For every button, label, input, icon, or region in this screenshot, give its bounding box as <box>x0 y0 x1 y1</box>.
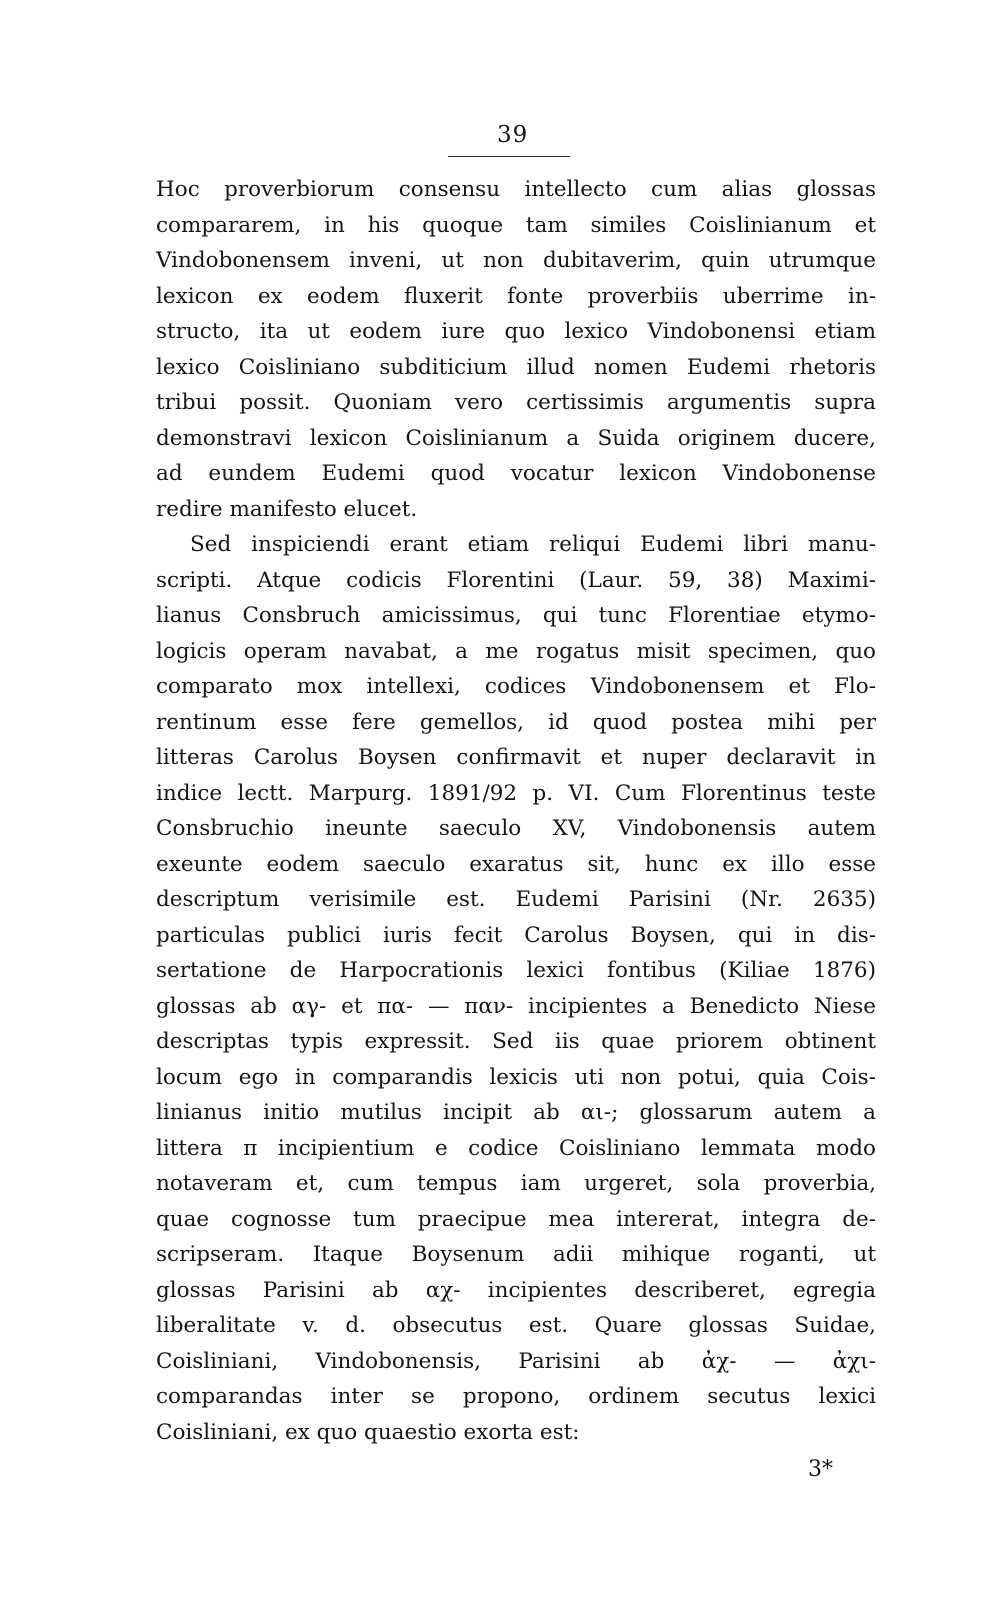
text-line: lexico Coisliniano subditicium illud nomen Eudemi rhetoris <box>156 354 876 380</box>
text-line: scripseram. Itaque Boysenum adii mihique roganti, ut <box>156 1242 876 1267</box>
text-line: lianus Consbruch amicissimus, qui tunc Florentiae etymo- <box>156 603 876 628</box>
text-line: liberalitate v. d. obsecutus est. Quare glossas Suidae, <box>156 1313 876 1338</box>
text-line: Vindobonensem inveni, ut non dubitaverim, quin utrumque <box>156 248 876 273</box>
text-line: indice lectt. Marpurg. 1891/92 p. VI. Cum Florentinus teste <box>156 780 876 806</box>
text-line: exeunte eodem saeculo exaratus sit, hunc ex illo esse <box>156 851 876 877</box>
page-number: 39 <box>497 122 529 148</box>
text-line: Consbruchio ineunte saeculo XV, Vindobonensis autem <box>156 816 876 841</box>
text-line: descriptas typis expressit. Sed iis quae priorem obtinent <box>156 1029 876 1054</box>
text-line: compararem, in his quoque tam similes Coislinianum et <box>156 212 876 238</box>
text-line: glossas ab αγ- et πα- — παν- incipientes a Benedicto Niese <box>156 993 876 1019</box>
text-line: particulas publici iuris fecit Carolus Boysen, qui in dis- <box>156 922 876 948</box>
text-line: structo, ita ut eodem iure quo lexico Vindobonensi etiam <box>156 319 876 344</box>
text-line: sertatione de Harpocrationis lexici fontibus (Kiliae 1876) <box>156 958 876 983</box>
text-line: Sed inspiciendi erant etiam reliqui Eudemi libri manu- <box>190 532 876 557</box>
text-line: Coisliniani, ex quo quaestio exorta est: <box>156 1419 580 1445</box>
text-line: tribui possit. Quoniam vero certissimis argumentis supra <box>156 390 876 415</box>
header-rule <box>448 156 570 157</box>
text-line: Coisliniani, Vindobonensis, Parisini ab ἀχ- — ἀχι- <box>156 1348 876 1374</box>
text-line: scripti. Atque codicis Florentini (Laur. 59, 38) Maximi- <box>156 567 876 593</box>
signature-mark: 3* <box>808 1457 833 1482</box>
text-line: logicis operam navabat, a me rogatus misit specimen, quo <box>156 638 876 664</box>
text-line: Hoc proverbiorum consensu intellecto cum alias glossas <box>156 177 876 202</box>
text-line: descriptum verisimile est. Eudemi Parisini (Nr. 2635) <box>156 887 876 912</box>
text-line: rentinum esse fere gemellos, id quod postea mihi per <box>156 709 876 735</box>
text-line: glossas Parisini ab αχ- incipientes describeret, egregia <box>156 1277 876 1303</box>
text-line: redire manifesto elucet. <box>156 496 418 522</box>
text-line: ad eundem Eudemi quod vocatur lexicon Vindobonense <box>156 461 876 486</box>
text-line: locum ego in comparandis lexicis uti non potui, quia Cois- <box>156 1064 876 1090</box>
text-line: comparandas inter se propono, ordinem secutus lexici <box>156 1384 876 1409</box>
text-line: littera π incipientium e codice Coisliniano lemmata modo <box>156 1135 876 1161</box>
text-line: litteras Carolus Boysen confirmavit et nuper declaravit in <box>156 745 876 770</box>
text-line: notaveram et, cum tempus iam urgeret, sola proverbia, <box>156 1171 876 1196</box>
text-line: comparato mox intellexi, codices Vindobonensem et Flo- <box>156 674 876 699</box>
body-text <box>156 172 876 1450</box>
text-line: lexicon ex eodem fluxerit fonte proverbiis uberrime in- <box>156 283 876 309</box>
text-line: linianus initio mutilus incipit ab αι-; glossarum autem a <box>156 1100 876 1125</box>
text-line: demonstravi lexicon Coislinianum a Suida originem ducere, <box>156 425 876 451</box>
text-line: quae cognosse tum praecipue mea intererat, integra de- <box>156 1206 876 1232</box>
